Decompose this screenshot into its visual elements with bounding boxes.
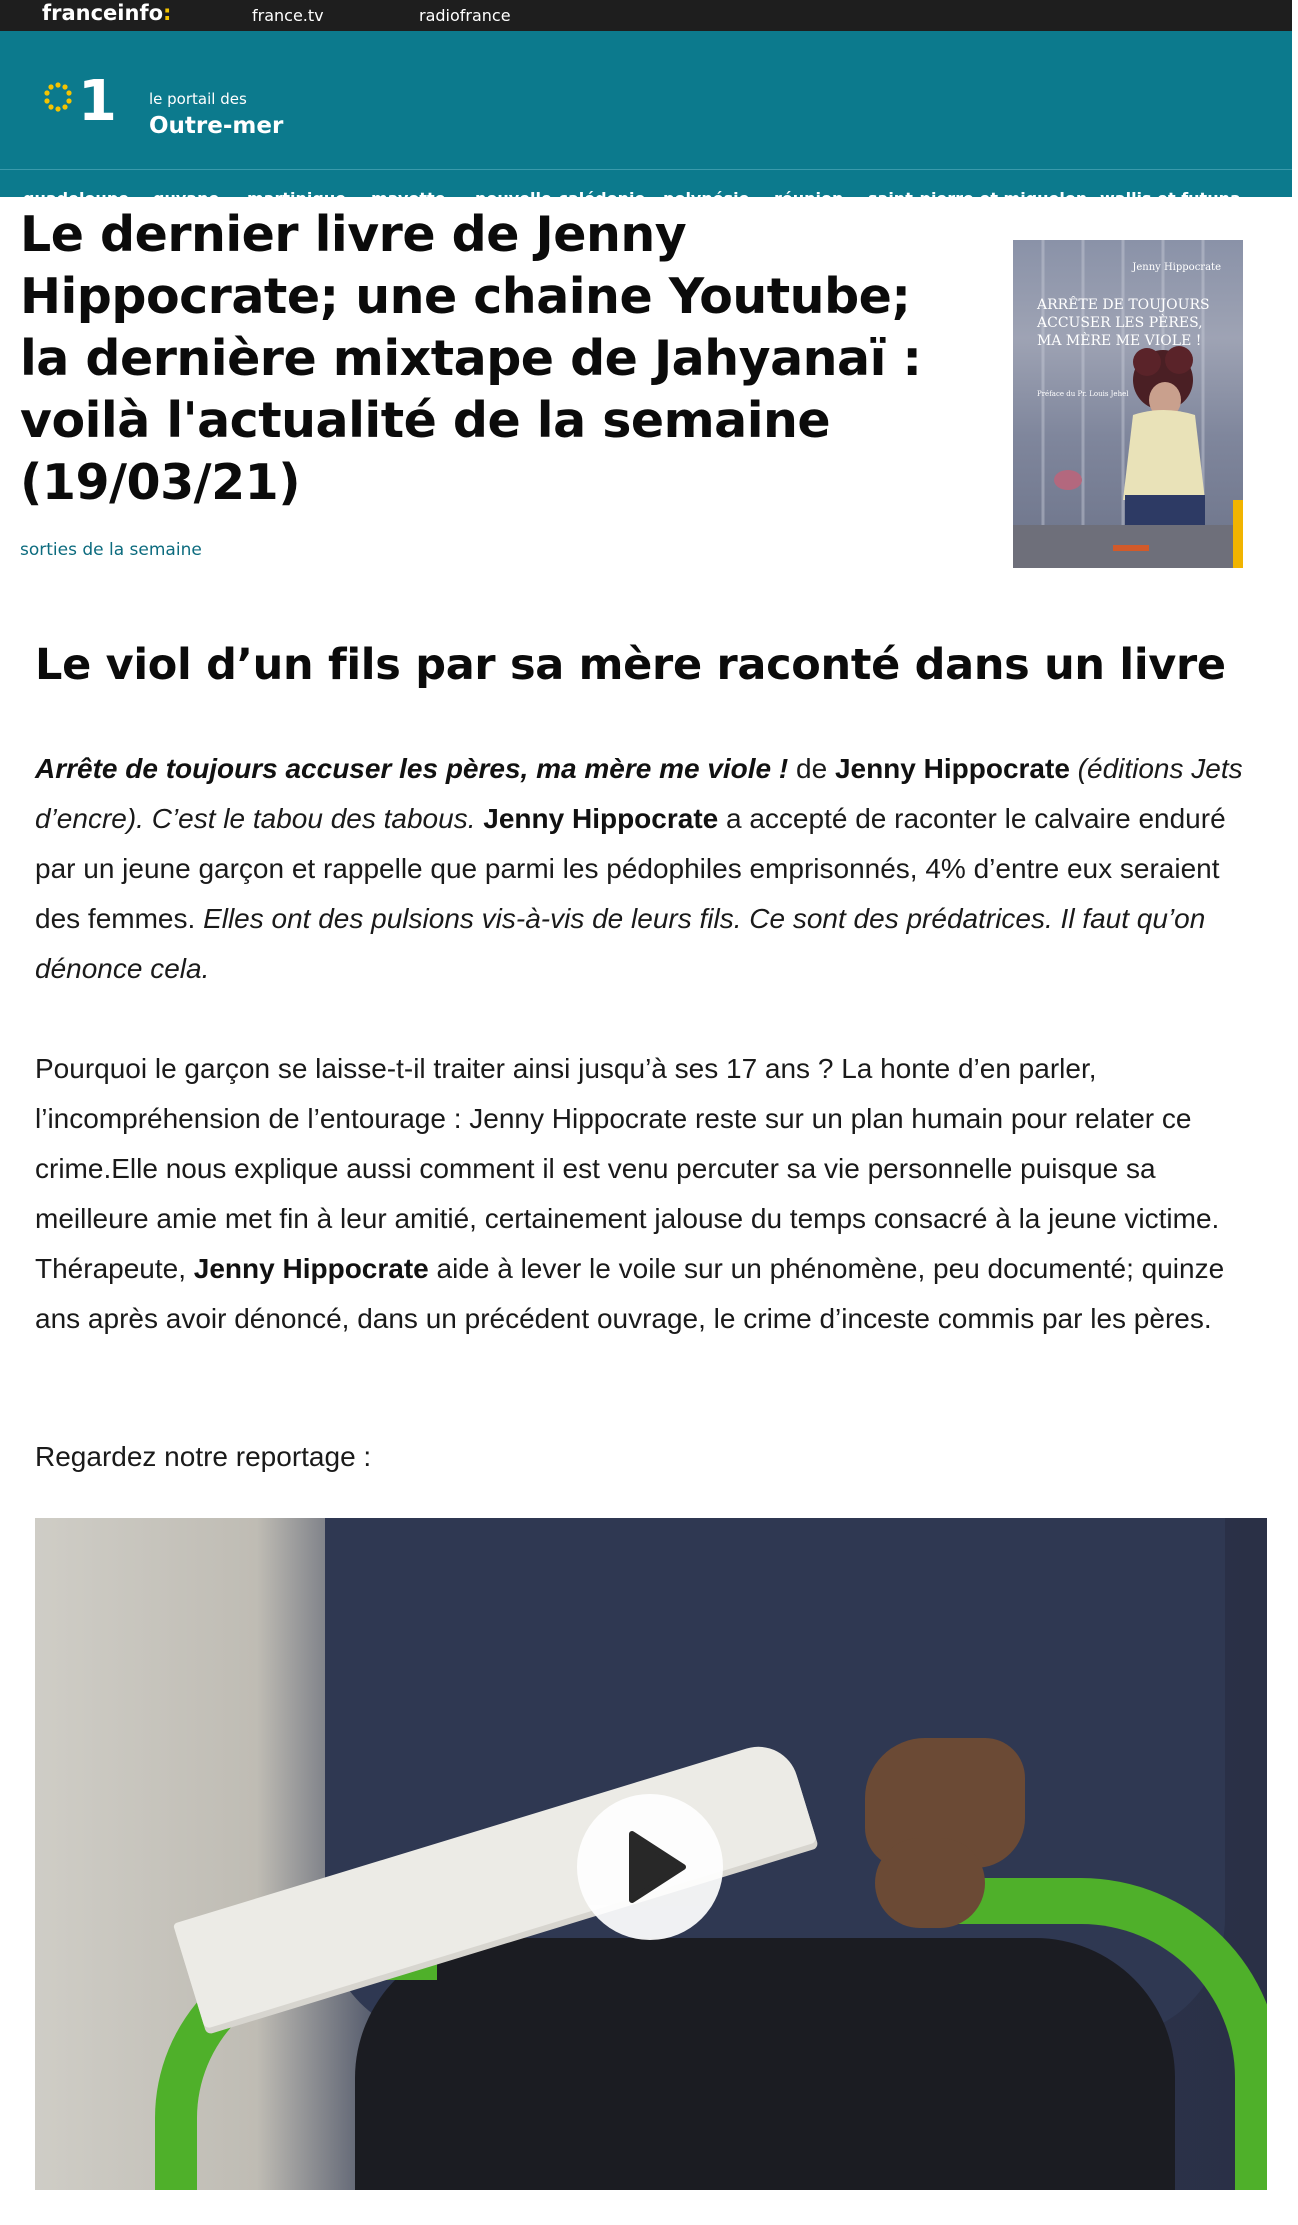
nav-item-guyane[interactable]: guyane	[153, 189, 220, 208]
publisher-logo	[1113, 545, 1149, 551]
play-icon	[577, 1794, 723, 1940]
francetv-link[interactable]: france.tv	[252, 6, 324, 25]
text: de	[788, 753, 835, 784]
cover-preface: Préface du Pr. Louis Jehel	[1037, 390, 1129, 398]
paragraph-3: Regardez notre reportage :	[35, 1441, 372, 1472]
outre-mer-logo[interactable]	[36, 67, 126, 127]
radiofrance-link[interactable]: radiofrance	[419, 6, 511, 25]
nav-item-saint-pierre-et-miquelon[interactable]: saint-pierre et miquelon	[868, 189, 1088, 208]
paragraph-1	[35, 744, 1265, 994]
paragraph-2	[35, 1044, 1265, 1344]
nav-item-polynesie[interactable]: polynésie	[663, 189, 750, 208]
section-heading: Le viol d’un fils par sa mère raconté dans un livre	[35, 640, 1226, 690]
nav-item-mayotte[interactable]: mayotte	[371, 189, 446, 208]
text: aide à lever le voile sur un phénomène, peu documenté; quinze ans après avoir dénoncé, dans un précédent ouvrage, le crime d’inceste commis par les pères.	[35, 1253, 1225, 1334]
portal-title[interactable]: Outre-mer	[149, 113, 284, 139]
book-title-text: Arrête de toujours accuser les pères, ma mère me viole !	[35, 753, 789, 784]
brand-colon: :	[163, 1, 172, 25]
text: Pourquoi le garçon se laisse-t-il traiter ainsi jusqu’à ses 17 ans ? La honte d’en parler, l’incompréhension de l’entourage : Jenny Hippocrate reste sur un plan humain pour relater ce crime.Elle nous explique aussi comment il est venu percuter sa vie personnelle puisque sa meilleure amie met fin à leur amitié, certainement jalouse du temps consacré à la jeune victime. Thérapeute,	[35, 1053, 1220, 1284]
author-name: Jenny Hippocrate	[834, 753, 1070, 784]
logo-number: 1	[78, 69, 117, 127]
cover-illustration	[1013, 240, 1243, 568]
nav-item-nouvelle-caledonie[interactable]: nouvelle-calédonie	[475, 189, 646, 208]
logo-dots-icon	[36, 67, 126, 127]
author-name: Jenny Hippocrate	[483, 803, 719, 834]
cover-author: Jenny Hippocrate	[1132, 262, 1221, 273]
nav-item-wallis-et-futuna[interactable]: wallis et futuna	[1100, 189, 1241, 208]
cover-title: ARRÊTE DE TOUJOURS ACCUSER LES PÈRES, MA MÈRE ME VIOLE !	[1037, 297, 1210, 349]
video-frame-hand-2	[875, 1838, 985, 1928]
text: a accepté de raconter le calvaire enduré par un jeune garçon et rappelle que parmi les pédophiles emprisonnés, 4% d’entre eux seraient des femmes.	[35, 803, 1226, 934]
article-title: Le dernier livre de Jenny Hippocrate; une chaine Youtube; la dernière mixtape de Jahyanaï : voilà l'actualité de la semaine (19/03/21)	[20, 206, 922, 511]
italic-text: (éditions Jets d’encre). C’est le tabou des tabous.	[35, 753, 1243, 834]
book-cover-image[interactable]	[1013, 240, 1243, 568]
nav-divider	[0, 169, 1292, 170]
brand-text: franceinfo	[42, 1, 164, 25]
play-button[interactable]	[577, 1794, 723, 1940]
franceinfo-link[interactable]	[42, 1, 171, 25]
top-bar	[0, 0, 1292, 31]
site-header	[0, 31, 1292, 208]
nav-item-martinique[interactable]: martinique	[247, 189, 347, 208]
nav-item-guadeloupe[interactable]: guadeloupe	[23, 189, 130, 208]
nav-item-reunion[interactable]: réunion	[774, 189, 844, 208]
article-tag[interactable]: sorties de la semaine	[20, 540, 202, 560]
cover-spine-strip	[1233, 500, 1243, 568]
video-player[interactable]	[35, 1518, 1267, 2190]
author-name: Jenny Hippocrate	[193, 1253, 429, 1284]
portal-subtitle: le portail des	[149, 90, 247, 108]
italic-quote: Elles ont des pulsions vis-à-vis de leurs fils. Ce sont des prédatrices. Il faut qu’on dénonce cela.	[35, 903, 1206, 984]
